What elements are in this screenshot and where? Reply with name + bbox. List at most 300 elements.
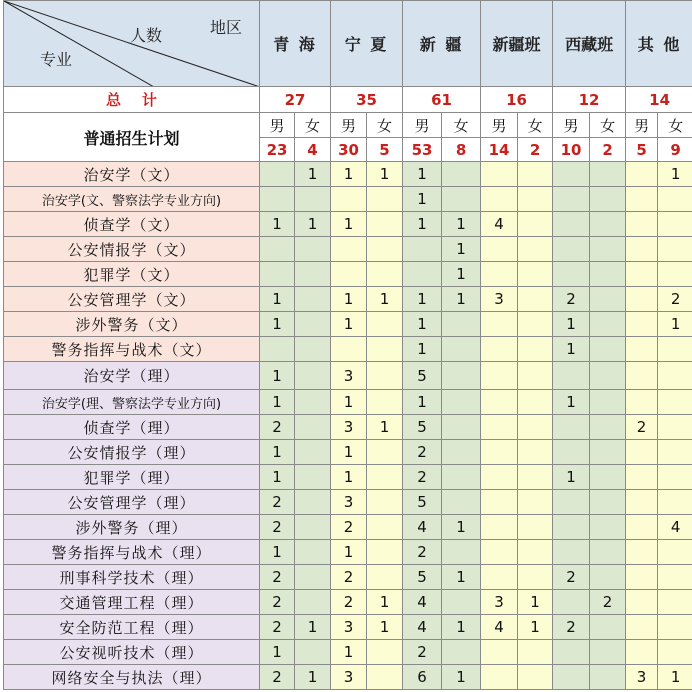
plan-count-cell: 3 <box>331 615 367 640</box>
plan-count-cell <box>626 615 658 640</box>
gender-label: 男 <box>403 113 442 138</box>
region-header-xinjiang: 新 疆 <box>403 1 481 87</box>
plan-count-cell: 1 <box>403 390 442 415</box>
major-row <box>4 640 692 665</box>
plan-count-cell: 1 <box>442 665 481 690</box>
plan-count-cell <box>626 262 658 287</box>
plan-count-cell <box>626 490 658 515</box>
plan-count-cell <box>260 187 295 212</box>
plan-count-cell <box>442 362 481 390</box>
plan-count-cell: 1 <box>331 162 367 187</box>
plan-count-cell <box>481 362 518 390</box>
plan-count-cell <box>553 187 590 212</box>
major-row <box>4 162 692 187</box>
plan-count-cell <box>442 337 481 362</box>
total-value: 16 <box>481 87 553 113</box>
plan-count-cell <box>658 465 692 490</box>
plan-count-cell <box>367 465 403 490</box>
plan-count-cell <box>626 440 658 465</box>
plan-count-cell: 1 <box>403 287 442 312</box>
gender-total: 9 <box>658 138 692 162</box>
region-header-ningxia: 宁 夏 <box>331 1 403 87</box>
major-name: 涉外警务（文） <box>4 312 260 337</box>
plan-count-cell <box>553 362 590 390</box>
plan-count-cell: 1 <box>442 565 481 590</box>
region-header-other: 其 他 <box>626 1 692 87</box>
plan-count-cell <box>442 390 481 415</box>
major-row <box>4 415 692 440</box>
plan-count-cell <box>553 212 590 237</box>
enrollment-plan-table <box>3 0 692 690</box>
gender-total: 8 <box>442 138 481 162</box>
gender-label: 男 <box>626 113 658 138</box>
plan-count-cell <box>367 237 403 262</box>
plan-count-cell: 4 <box>403 615 442 640</box>
plan-count-cell <box>295 440 331 465</box>
total-value: 61 <box>403 87 481 113</box>
plan-count-cell <box>626 565 658 590</box>
plan-count-cell <box>518 187 553 212</box>
plan-count-cell: 1 <box>442 237 481 262</box>
plan-count-cell: 1 <box>658 665 692 690</box>
plan-count-cell: 1 <box>518 590 553 615</box>
major-row <box>4 237 692 262</box>
gender-total: 30 <box>331 138 367 162</box>
plan-count-cell <box>367 262 403 287</box>
plan-count-cell <box>626 237 658 262</box>
gender-label: 女 <box>442 113 481 138</box>
plan-count-cell <box>590 565 626 590</box>
plan-count-cell <box>658 640 692 665</box>
plan-count-cell <box>553 515 590 540</box>
plan-count-cell: 2 <box>331 515 367 540</box>
major-row <box>4 590 692 615</box>
plan-count-cell <box>658 237 692 262</box>
major-name: 公安情报学（文） <box>4 237 260 262</box>
plan-count-cell: 2 <box>260 565 295 590</box>
plan-count-cell <box>658 440 692 465</box>
plan-count-cell <box>295 390 331 415</box>
plan-count-cell <box>590 287 626 312</box>
plan-count-cell <box>260 337 295 362</box>
plan-count-cell <box>367 440 403 465</box>
plan-count-cell <box>590 212 626 237</box>
plan-count-cell: 2 <box>403 440 442 465</box>
plan-count-cell: 1 <box>331 390 367 415</box>
gender-label-row <box>4 113 692 138</box>
plan-count-cell <box>590 490 626 515</box>
plan-count-cell <box>658 590 692 615</box>
plan-count-cell: 5 <box>403 565 442 590</box>
plan-count-cell <box>518 390 553 415</box>
plan-count-cell: 1 <box>367 162 403 187</box>
major-row <box>4 540 692 565</box>
plan-count-cell <box>367 640 403 665</box>
plan-count-cell <box>658 565 692 590</box>
plan-count-cell: 4 <box>403 590 442 615</box>
plan-count-cell <box>553 540 590 565</box>
total-row <box>4 87 692 113</box>
gender-label: 女 <box>367 113 403 138</box>
plan-count-cell <box>295 540 331 565</box>
plan-count-cell: 3 <box>331 490 367 515</box>
plan-count-cell <box>590 515 626 540</box>
major-row <box>4 615 692 640</box>
plan-count-cell: 1 <box>331 540 367 565</box>
plan-count-cell <box>658 390 692 415</box>
plan-count-cell <box>590 540 626 565</box>
plan-count-cell <box>331 262 367 287</box>
plan-count-cell: 2 <box>403 640 442 665</box>
major-row <box>4 312 692 337</box>
plan-count-cell: 5 <box>403 415 442 440</box>
plan-count-cell <box>481 665 518 690</box>
plan-count-cell <box>260 237 295 262</box>
plan-count-cell <box>295 515 331 540</box>
major-name: 公安视听技术（理） <box>4 640 260 665</box>
total-value: 27 <box>260 87 331 113</box>
region-header-row <box>4 1 692 87</box>
plan-count-cell: 1 <box>260 312 295 337</box>
plan-count-cell: 1 <box>331 465 367 490</box>
gender-total: 53 <box>403 138 442 162</box>
plan-count-cell: 1 <box>553 337 590 362</box>
plan-count-cell <box>367 490 403 515</box>
major-name: 犯罪学（理） <box>4 465 260 490</box>
plan-count-cell <box>295 337 331 362</box>
plan-count-cell <box>295 287 331 312</box>
plan-count-cell <box>553 237 590 262</box>
major-row <box>4 262 692 287</box>
plan-count-cell <box>626 362 658 390</box>
plan-count-cell: 1 <box>442 515 481 540</box>
plan-count-cell <box>518 665 553 690</box>
plan-count-cell <box>367 362 403 390</box>
plan-count-cell <box>553 415 590 440</box>
plan-count-cell <box>331 187 367 212</box>
plan-count-cell: 1 <box>260 287 295 312</box>
plan-count-cell <box>658 362 692 390</box>
plan-count-cell: 1 <box>553 390 590 415</box>
plan-count-cell <box>590 390 626 415</box>
plan-count-cell <box>553 590 590 615</box>
plan-count-cell: 2 <box>403 540 442 565</box>
plan-count-cell: 1 <box>260 540 295 565</box>
gender-total: 14 <box>481 138 518 162</box>
plan-count-cell: 1 <box>658 312 692 337</box>
major-name: 公安管理学（理） <box>4 490 260 515</box>
plan-count-cell <box>442 312 481 337</box>
plan-count-cell <box>481 237 518 262</box>
plan-count-cell <box>518 440 553 465</box>
plan-count-cell: 1 <box>553 465 590 490</box>
plan-count-cell: 3 <box>481 590 518 615</box>
plan-count-cell <box>626 287 658 312</box>
plan-count-cell <box>367 337 403 362</box>
plan-count-cell: 1 <box>260 212 295 237</box>
plan-count-cell: 2 <box>260 415 295 440</box>
plan-count-cell: 3 <box>331 362 367 390</box>
plan-count-cell: 2 <box>260 615 295 640</box>
plan-label: 普通招生计划 <box>4 113 260 162</box>
plan-count-cell <box>481 640 518 665</box>
plan-count-cell <box>626 390 658 415</box>
major-name: 侦查学（文） <box>4 212 260 237</box>
plan-count-cell <box>658 187 692 212</box>
plan-count-cell <box>367 212 403 237</box>
plan-count-cell <box>626 162 658 187</box>
plan-count-cell <box>367 312 403 337</box>
plan-count-cell <box>442 465 481 490</box>
total-value: 14 <box>626 87 692 113</box>
plan-count-cell <box>590 465 626 490</box>
major-row <box>4 287 692 312</box>
major-name: 警务指挥与战术（文） <box>4 337 260 362</box>
plan-count-cell <box>658 337 692 362</box>
major-name: 治安学（理） <box>4 362 260 390</box>
plan-count-cell <box>590 362 626 390</box>
total-label: 总 计 <box>4 87 260 113</box>
plan-count-cell: 2 <box>403 465 442 490</box>
plan-count-cell: 1 <box>260 640 295 665</box>
plan-count-cell: 2 <box>626 415 658 440</box>
plan-count-cell <box>518 312 553 337</box>
major-row <box>4 465 692 490</box>
plan-count-cell <box>295 640 331 665</box>
corner-header-cell <box>4 1 260 87</box>
plan-count-cell <box>481 390 518 415</box>
gender-label: 男 <box>481 113 518 138</box>
gender-total: 10 <box>553 138 590 162</box>
plan-count-cell: 2 <box>260 590 295 615</box>
region-header-xinjiang-class: 新疆班 <box>481 1 553 87</box>
plan-count-cell <box>442 640 481 665</box>
plan-count-cell <box>626 540 658 565</box>
gender-total: 23 <box>260 138 295 162</box>
plan-count-cell <box>442 490 481 515</box>
plan-count-cell <box>590 187 626 212</box>
plan-count-cell <box>590 262 626 287</box>
plan-count-cell <box>295 187 331 212</box>
plan-count-cell <box>295 465 331 490</box>
gender-total: 5 <box>367 138 403 162</box>
plan-count-cell <box>553 262 590 287</box>
major-row <box>4 390 692 415</box>
plan-count-cell <box>331 337 367 362</box>
plan-count-cell <box>367 540 403 565</box>
gender-label: 男 <box>260 113 295 138</box>
plan-count-cell <box>295 237 331 262</box>
plan-count-cell <box>442 415 481 440</box>
plan-count-cell <box>518 287 553 312</box>
plan-count-cell: 4 <box>481 615 518 640</box>
gender-label: 女 <box>518 113 553 138</box>
total-value: 35 <box>331 87 403 113</box>
plan-count-cell <box>590 237 626 262</box>
plan-count-cell <box>590 337 626 362</box>
plan-count-cell: 1 <box>403 337 442 362</box>
gender-total: 4 <box>295 138 331 162</box>
plan-count-cell <box>518 515 553 540</box>
plan-count-cell <box>518 640 553 665</box>
plan-count-cell <box>295 312 331 337</box>
plan-count-cell: 3 <box>481 287 518 312</box>
plan-count-cell <box>518 540 553 565</box>
plan-count-cell <box>442 540 481 565</box>
plan-count-cell: 1 <box>260 440 295 465</box>
plan-count-cell <box>658 490 692 515</box>
plan-count-cell <box>590 640 626 665</box>
plan-count-cell <box>518 162 553 187</box>
plan-count-cell: 1 <box>331 440 367 465</box>
plan-count-cell <box>518 415 553 440</box>
major-name: 警务指挥与战术（理） <box>4 540 260 565</box>
plan-count-cell <box>481 312 518 337</box>
major-name: 侦查学（理） <box>4 415 260 440</box>
plan-count-cell: 1 <box>331 212 367 237</box>
plan-count-cell <box>367 565 403 590</box>
plan-count-cell: 4 <box>403 515 442 540</box>
plan-count-cell <box>658 415 692 440</box>
plan-count-cell <box>442 590 481 615</box>
major-row <box>4 440 692 465</box>
major-row <box>4 212 692 237</box>
plan-count-cell <box>518 490 553 515</box>
plan-count-cell <box>658 615 692 640</box>
plan-count-cell <box>481 262 518 287</box>
plan-count-cell: 1 <box>403 312 442 337</box>
plan-count-cell: 4 <box>658 515 692 540</box>
plan-count-cell <box>481 187 518 212</box>
plan-count-cell: 1 <box>367 615 403 640</box>
plan-count-cell <box>590 162 626 187</box>
plan-count-cell: 2 <box>260 665 295 690</box>
plan-count-cell <box>518 237 553 262</box>
plan-count-cell <box>626 187 658 212</box>
plan-count-cell <box>442 440 481 465</box>
plan-count-cell <box>481 540 518 565</box>
plan-count-cell <box>553 440 590 465</box>
plan-count-cell: 2 <box>553 287 590 312</box>
plan-count-cell <box>626 590 658 615</box>
plan-count-cell: 1 <box>295 665 331 690</box>
plan-count-cell <box>403 237 442 262</box>
plan-count-cell <box>260 262 295 287</box>
plan-count-cell: 1 <box>442 615 481 640</box>
plan-count-cell <box>295 362 331 390</box>
plan-count-cell <box>590 415 626 440</box>
plan-count-cell <box>658 262 692 287</box>
plan-count-cell <box>590 615 626 640</box>
plan-count-cell <box>626 312 658 337</box>
plan-count-cell: 4 <box>481 212 518 237</box>
plan-count-cell: 3 <box>331 415 367 440</box>
plan-count-cell: 2 <box>260 490 295 515</box>
region-corner-label: 地区 <box>210 18 243 37</box>
plan-count-cell <box>658 540 692 565</box>
plan-count-cell <box>295 415 331 440</box>
plan-count-cell: 6 <box>403 665 442 690</box>
major-name: 涉外警务（理） <box>4 515 260 540</box>
major-name: 交通管理工程（理） <box>4 590 260 615</box>
plan-count-cell: 1 <box>260 390 295 415</box>
major-row <box>4 187 692 212</box>
plan-count-cell: 1 <box>331 312 367 337</box>
major-row <box>4 337 692 362</box>
gender-label: 女 <box>658 113 692 138</box>
plan-count-cell: 2 <box>331 590 367 615</box>
plan-count-cell: 1 <box>553 312 590 337</box>
plan-count-cell <box>481 415 518 440</box>
plan-count-cell <box>553 640 590 665</box>
plan-count-cell <box>295 590 331 615</box>
plan-count-cell <box>590 440 626 465</box>
major-corner-label: 专业 <box>40 50 73 69</box>
major-row <box>4 362 692 390</box>
plan-count-cell <box>518 565 553 590</box>
plan-count-cell: 5 <box>403 362 442 390</box>
plan-count-cell <box>518 362 553 390</box>
gender-label: 女 <box>295 113 331 138</box>
plan-count-cell: 1 <box>331 640 367 665</box>
region-header-qinghai: 青 海 <box>260 1 331 87</box>
major-row <box>4 565 692 590</box>
plan-count-cell <box>481 465 518 490</box>
plan-count-cell <box>553 490 590 515</box>
plan-count-cell: 3 <box>331 665 367 690</box>
plan-count-cell <box>553 162 590 187</box>
plan-count-cell <box>481 515 518 540</box>
plan-count-cell <box>442 162 481 187</box>
plan-count-cell <box>367 665 403 690</box>
plan-count-cell: 1 <box>367 590 403 615</box>
plan-count-cell <box>518 262 553 287</box>
gender-total: 2 <box>590 138 626 162</box>
major-name: 犯罪学（文） <box>4 262 260 287</box>
plan-count-cell: 1 <box>331 287 367 312</box>
plan-count-cell <box>295 262 331 287</box>
gender-total: 5 <box>626 138 658 162</box>
major-name: 治安学(理、警察法学专业方向) <box>4 390 260 415</box>
plan-count-cell <box>367 187 403 212</box>
plan-count-cell: 1 <box>260 362 295 390</box>
plan-count-cell <box>260 162 295 187</box>
gender-label: 女 <box>590 113 626 138</box>
plan-count-cell <box>626 337 658 362</box>
plan-count-cell <box>518 212 553 237</box>
plan-count-cell <box>403 262 442 287</box>
plan-count-cell <box>481 490 518 515</box>
major-name: 公安管理学（文） <box>4 287 260 312</box>
plan-count-cell: 1 <box>518 615 553 640</box>
plan-count-cell: 1 <box>295 615 331 640</box>
plan-count-cell: 1 <box>658 162 692 187</box>
plan-count-cell: 2 <box>590 590 626 615</box>
plan-count-cell: 1 <box>442 287 481 312</box>
gender-label: 男 <box>553 113 590 138</box>
plan-count-cell: 1 <box>403 187 442 212</box>
major-name: 刑事科学技术（理） <box>4 565 260 590</box>
plan-count-cell: 1 <box>442 262 481 287</box>
plan-count-cell <box>590 665 626 690</box>
plan-count-cell: 1 <box>295 212 331 237</box>
plan-count-cell: 1 <box>367 287 403 312</box>
plan-count-cell: 1 <box>295 162 331 187</box>
plan-count-cell: 1 <box>403 212 442 237</box>
plan-count-cell: 1 <box>260 465 295 490</box>
plan-count-cell <box>481 565 518 590</box>
total-value: 12 <box>553 87 626 113</box>
